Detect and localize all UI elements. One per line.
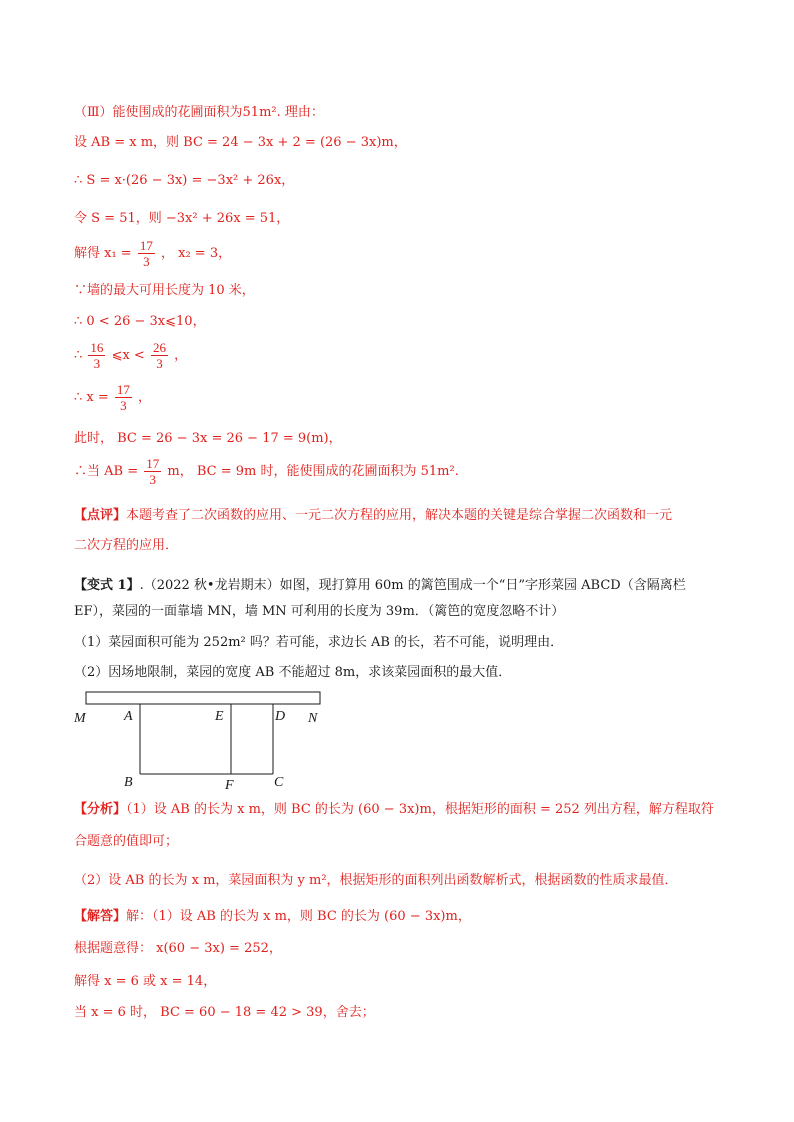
- comment-line-2: 二次方程的应用．: [74, 538, 179, 553]
- xval-suffix: ，: [138, 390, 152, 405]
- numerator: 17: [146, 456, 160, 471]
- line-set-ab: 设 AB = x m，则 BC = 24 − 3x + 2 = (26 − 3x)m，: [74, 135, 407, 150]
- conclusion-prefix: ∴当 AB =: [74, 464, 139, 479]
- fraction-16-3: [88, 340, 105, 371]
- denominator: 3: [93, 356, 101, 371]
- line-let-s: 令 S = 51，则 −3x² + 26x = 51，: [74, 211, 290, 226]
- comment-text: 本题考查了二次函数的应用、一元二次方程的应用，解决本题的关键是综合掌握二次函数和一元: [126, 508, 673, 523]
- label-f: F: [225, 778, 234, 792]
- variant-line-1: [74, 577, 686, 595]
- analysis-line-1: [74, 801, 714, 819]
- numerator: 16: [90, 340, 104, 355]
- denominator: 3: [143, 254, 150, 269]
- variant-label: 【变式 1】: [74, 578, 140, 593]
- variant-line-2: EF），菜园的一面靠墙 MN，墙 MN 可利用的长度为 39m．（篱笆的宽度忽略不计）: [74, 604, 565, 619]
- range-suffix: ，: [174, 348, 188, 363]
- answer-line-2: 根据题意得： x(60 − 3x) = 252，: [74, 941, 282, 956]
- variant-text: .（2022 秋•龙岩期末）如图，现打算用 60m 的篱笆围成一个“日”字形菜园 ABCD（含隔离栏: [139, 578, 686, 593]
- fraction-26-3: [151, 340, 168, 371]
- answer-text: 解：（1）设 AB 的长为 x m，则 BC 的长为 (60 − 3x)m，: [126, 909, 471, 924]
- label-d: D: [275, 709, 286, 724]
- label-n: N: [308, 711, 318, 726]
- numerator: 17: [139, 238, 153, 253]
- range-middle: ⩽x <: [111, 348, 145, 363]
- solve-prefix: 解得 x₁ =: [74, 246, 132, 261]
- question-1: （1）菜园面积可能为 252m² 吗？若可能，求边长 AB 的长，若不可能，说明理由．: [74, 635, 564, 650]
- line-conclusion: [74, 456, 459, 487]
- label-b: B: [124, 775, 133, 790]
- denominator: 3: [156, 356, 163, 371]
- analysis-text: （1）设 AB 的长为 x m，则 BC 的长为 (60 − 3x)m，根据矩形的面积 = 252 列出方程，解方程取符: [126, 802, 714, 817]
- solve-suffix: ， x₂ = 3，: [160, 246, 232, 261]
- line-inequality: ∴ 0 < 26 − 3x⩽10，: [74, 314, 206, 329]
- answer-label: 【解答】: [74, 909, 127, 924]
- denominator: 3: [120, 398, 127, 413]
- analysis-line-2: 合题意的值即可；: [74, 834, 179, 849]
- line-x-range: [74, 340, 187, 371]
- comment-label: 【点评】: [74, 508, 127, 523]
- answer-line-3: 解得 x = 6 或 x = 14，: [74, 974, 217, 989]
- fraction-17-3-b: [115, 382, 132, 413]
- line-wall-length: ∵墙的最大可用长度为 10 米，: [74, 283, 255, 298]
- label-a: A: [124, 709, 133, 724]
- fraction-17-3-c: [144, 456, 161, 487]
- xval-prefix: ∴ x =: [74, 390, 109, 405]
- question-2: （2）因场地限制，菜园的宽度 AB 不能超过 8m，求该菜园面积的最大值．: [74, 665, 512, 680]
- comment-line-1: [74, 507, 672, 525]
- label-c: C: [274, 775, 284, 790]
- line-s-expression: ∴ S = x·(26 − 3x) = −3x² + 26x，: [74, 173, 295, 188]
- analysis-label: 【分析】: [74, 802, 127, 817]
- fraction-17-3: [138, 238, 155, 269]
- conclusion-suffix: m， BC = 9m 时，能使围成的花圃面积为 51m².: [167, 464, 459, 479]
- range-prefix: ∴: [74, 348, 83, 363]
- line-x-value: [74, 382, 151, 413]
- denominator: 3: [149, 472, 156, 487]
- analysis-line-3: （2）设 AB 的长为 x m，菜园面积为 y m²，根据矩形的面积列出函数解析式，根据函数的性质求最值．: [74, 873, 678, 888]
- numerator: 17: [116, 382, 130, 397]
- answer-line-4: 当 x = 6 时， BC = 60 − 18 = 42 > 39，舍去；: [74, 1005, 375, 1020]
- numerator: 26: [152, 340, 166, 355]
- label-m: M: [74, 711, 86, 726]
- line-solve-x: [74, 238, 231, 269]
- label-e: E: [215, 709, 224, 724]
- garden-diagram: [74, 688, 334, 792]
- line-bc-value: 此时， BC = 26 − 3x = 26 − 17 = 9(m)，: [74, 431, 342, 446]
- line-part3-heading: （Ⅲ）能使围成的花圃面积为51m². 理由：: [74, 105, 324, 120]
- wall-mn: [86, 692, 320, 704]
- answer-line-1: [74, 908, 471, 926]
